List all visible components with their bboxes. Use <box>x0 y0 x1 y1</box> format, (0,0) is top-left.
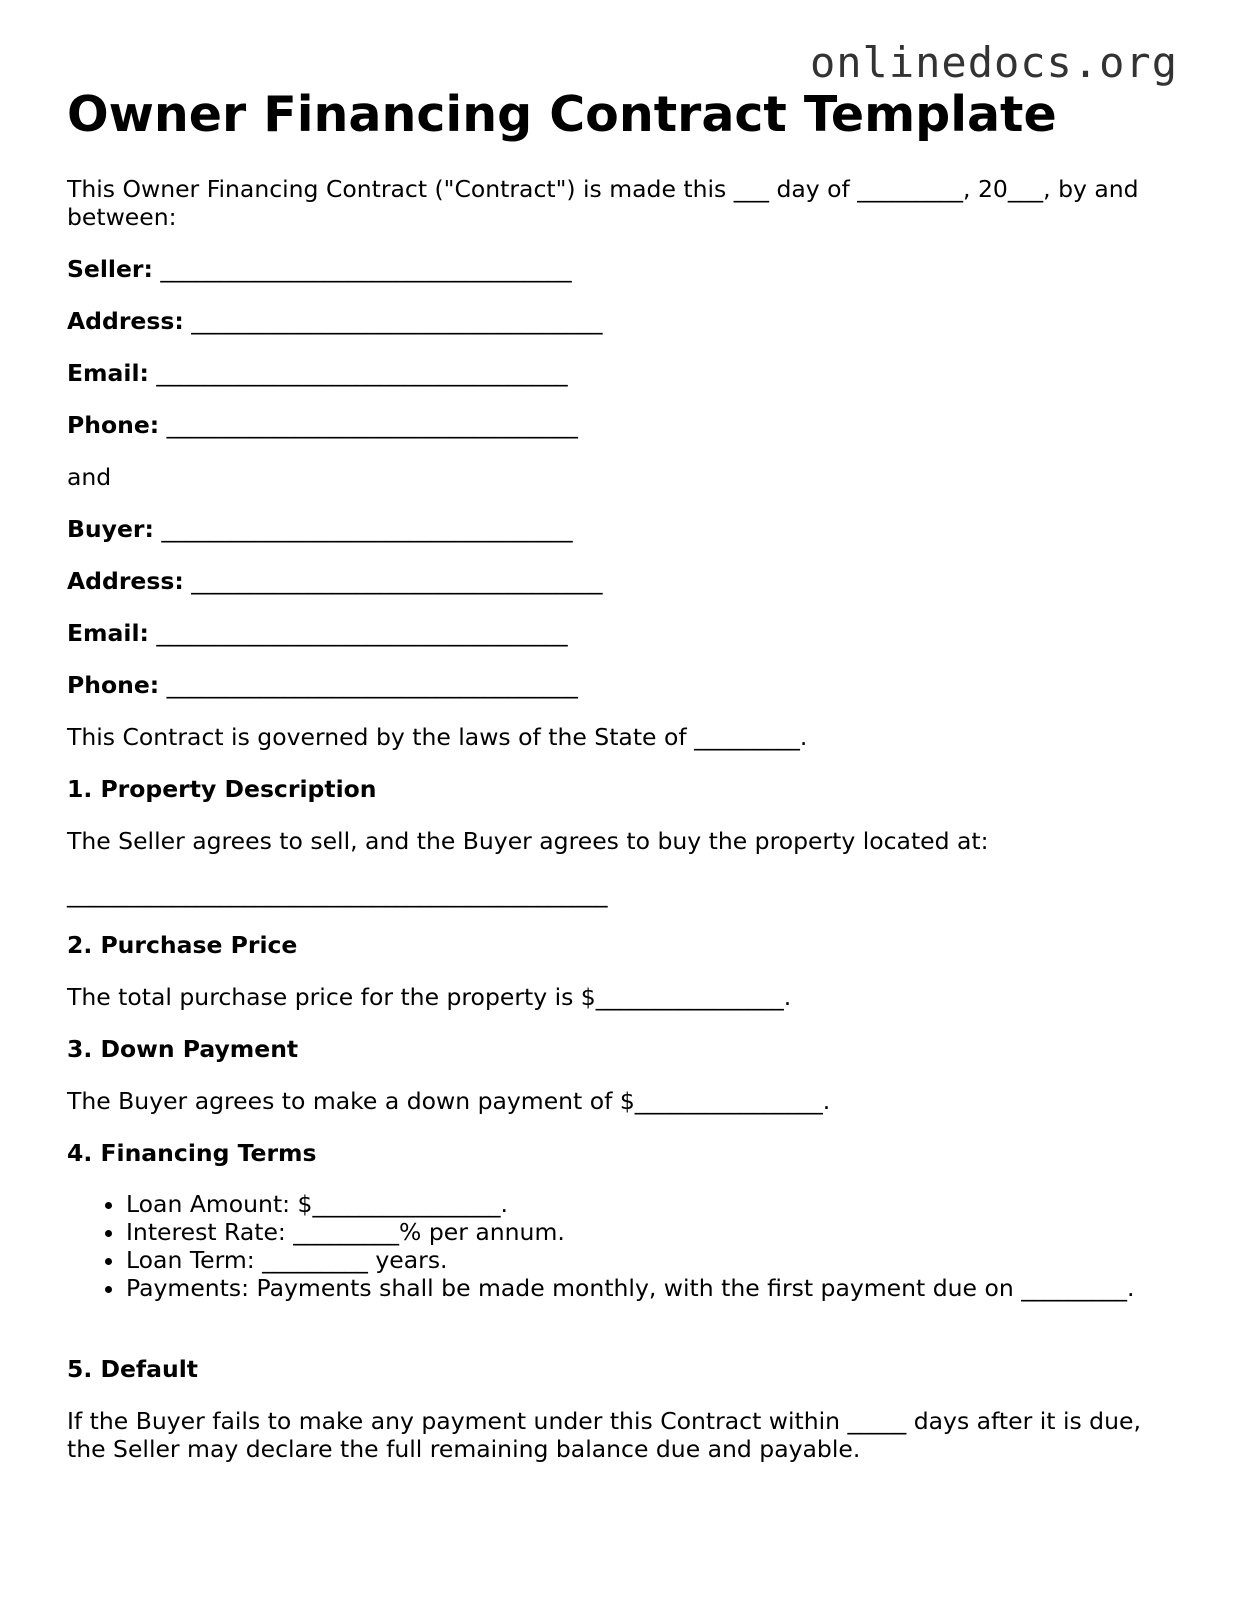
section-3-heading: 3. Down Payment <box>67 1035 299 1063</box>
section-5-text: If the Buyer fails to make any payment under this Contract within _____ days after it is due, the Seller may declare the full remaining balance due and payable. <box>67 1407 1141 1463</box>
seller-phone-label: Phone: <box>67 411 160 439</box>
seller-name-label: Seller: <box>67 255 153 283</box>
seller-address-blank[interactable]: ___________________________________ <box>191 307 603 335</box>
section-4-heading: 4. Financing Terms <box>67 1139 317 1167</box>
watermark-logo: onlinedocs.org <box>809 38 1178 87</box>
buyer-name-line <box>67 515 1172 543</box>
section-5-heading: 5. Default <box>67 1355 199 1383</box>
buyer-name-label: Buyer: <box>67 515 154 543</box>
and-text: and <box>67 463 112 491</box>
seller-email-blank[interactable]: ___________________________________ <box>156 359 568 387</box>
buyer-phone-label: Phone: <box>67 671 160 699</box>
buyer-email-blank[interactable]: ___________________________________ <box>156 619 568 647</box>
buyer-address-blank[interactable]: ___________________________________ <box>191 567 603 595</box>
section-2-heading: 2. Purchase Price <box>67 931 298 959</box>
buyer-address-label: Address: <box>67 567 184 595</box>
section-2-text: The total purchase price for the property is $________________. <box>67 983 792 1011</box>
buyer-email-label: Email: <box>67 619 149 647</box>
seller-email-line <box>67 359 1172 387</box>
page-title: Owner Financing Contract Template <box>67 86 1057 143</box>
seller-phone-line <box>67 411 1172 439</box>
intro-paragraph: This Owner Financing Contract ("Contract") is made this ___ day of _________, 20___, by and between: <box>67 175 1139 231</box>
list-item: • Interest Rate: _________% per annum. <box>126 1218 1172 1246</box>
section-1-text: The Seller agrees to sell, and the Buyer agrees to buy the property located at: <box>67 827 989 855</box>
buyer-phone-line <box>67 671 1172 699</box>
property-address-blank[interactable]: ______________________________________________ <box>67 880 608 908</box>
buyer-name-blank[interactable]: ___________________________________ <box>161 515 573 543</box>
list-item: • Loan Term: _________ years. <box>126 1246 1172 1274</box>
seller-phone-blank[interactable]: ___________________________________ <box>166 411 578 439</box>
financing-terms-list <box>67 1190 1172 1302</box>
seller-address-line <box>67 307 1172 335</box>
seller-name-blank[interactable]: ___________________________________ <box>160 255 572 283</box>
section-3-text: The Buyer agrees to make a down payment of $________________. <box>67 1087 831 1115</box>
buyer-address-line <box>67 567 1172 595</box>
seller-name-line <box>67 255 1172 283</box>
governing-law-text: This Contract is governed by the laws of the State of _________. <box>67 723 808 751</box>
section-1-heading: 1. Property Description <box>67 775 377 803</box>
buyer-email-line <box>67 619 1172 647</box>
list-item: • Payments: Payments shall be made monthly, with the first payment due on _________. <box>126 1274 1172 1302</box>
buyer-phone-blank[interactable]: ___________________________________ <box>166 671 578 699</box>
seller-address-label: Address: <box>67 307 184 335</box>
seller-email-label: Email: <box>67 359 149 387</box>
list-item: • Loan Amount: $________________. <box>126 1190 1172 1218</box>
